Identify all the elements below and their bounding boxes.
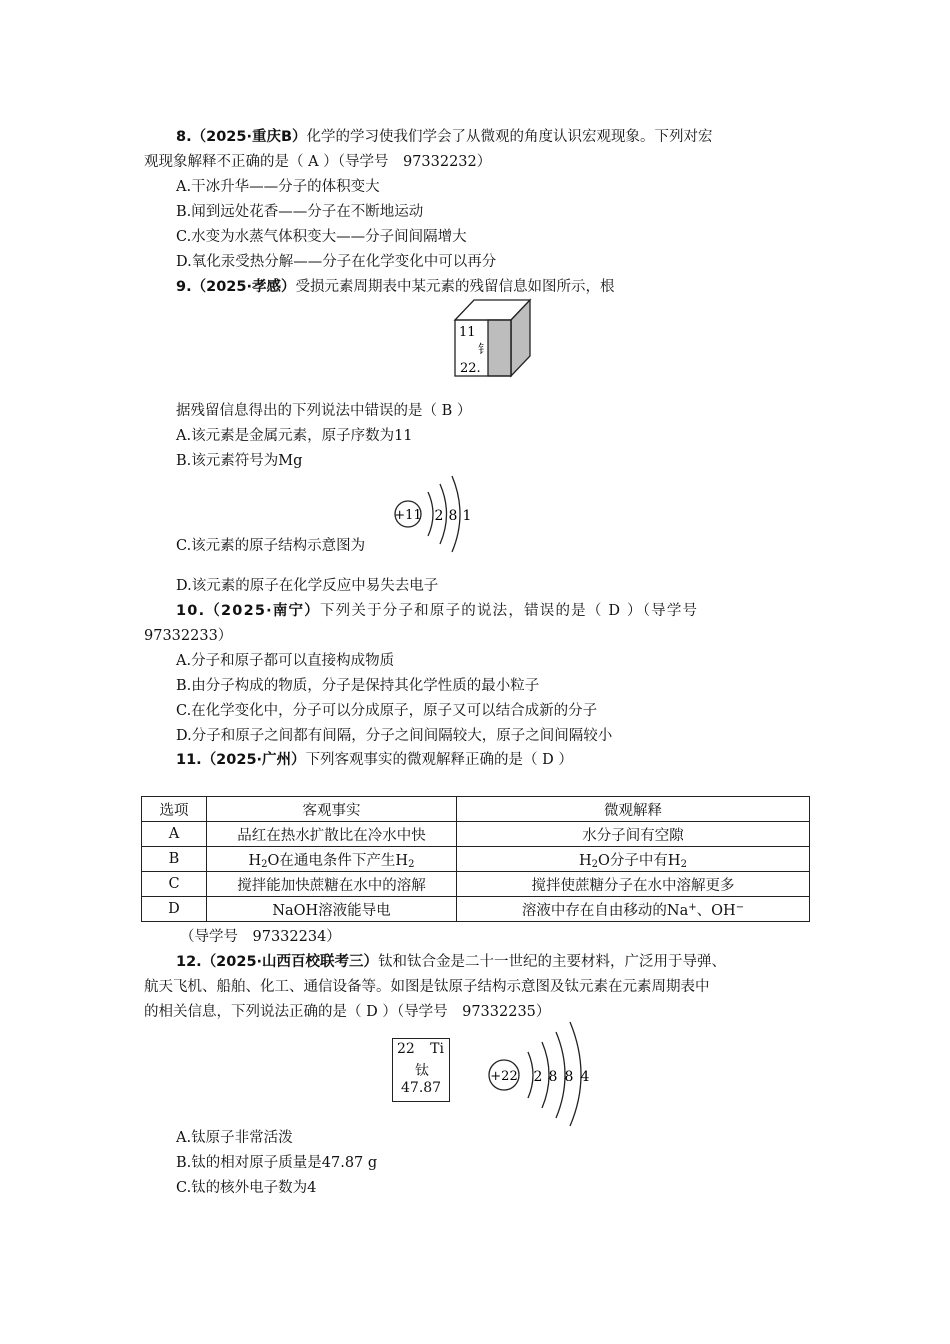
q12-stem-text: 钛和钛合金是二十一世纪的主要材料，广泛用于导弹、 [378,954,727,970]
q8-stem-text: 化学的学习使我们学会了从微观的角度认识宏观现象。下列对宏 [306,129,713,145]
q10-stem-text: 下列关于分子和原子的说法，错误的是（ D ）（导学号 [319,603,699,619]
row-b-explanation: $H_2O$分子中有$H_2$ [457,847,810,872]
sodium-shell-3: 1 [462,508,472,524]
row-a-option: A [142,822,207,847]
row-d-option: D [142,897,207,922]
damaged-element-cube [452,298,532,380]
q9-number: 9. [176,279,192,295]
q12-stem-line2: 航天飞机、船舶、化工、通信设备等。如图是钛原子结构示意图及钛元素在元素周期表中 [144,979,710,995]
q12-option-c: C.钛的核外电子数为4 [176,1180,317,1196]
row-d-explanation: 溶液中存在自由移动的Na+、OH− [457,897,810,922]
titanium-atom-diagram [484,1020,604,1126]
q10-stem-line1 [176,601,698,621]
q9-option-b: B.该元素符号为Mg [176,453,303,469]
q10-option-c: C.在化学变化中，分子可以分成原子，原子又可以结合成新的分子 [176,703,598,719]
q10-stem-line2: 97332233） [144,628,233,644]
q11-source: （2025·广州） [201,752,306,768]
cube-atomic-mass: 22. [460,361,481,376]
q8-option-c: C.水变为水蒸气体积变大——分子间间隔增大 [176,229,467,245]
header-explanation: 微观解释 [457,797,810,822]
titanium-shell-2: 8 [548,1069,558,1085]
q12-stem-line3: 的相关信息，下列说法正确的是（ D ）（导学号 97332235） [144,1004,551,1020]
row-c-option: C [142,872,207,897]
q11-stem-line1 [176,750,573,770]
q10-option-d: D.分子和原子之间都有间隔，分子之间间隔较大，原子之间间隔较小 [176,728,613,744]
titanium-shell-1: 2 [533,1069,543,1085]
q8-option-a: A.干冰升华——分子的体积变大 [176,179,380,195]
q9-source: （2025·孝感） [191,279,296,295]
titanium-nucleus-charge: +22 [490,1069,518,1084]
cube-atomic-number: 11 [459,325,476,340]
table-row [142,872,810,897]
q8-source: （2025·重庆B） [191,129,307,145]
table-row [142,897,810,922]
q8-option-b: B.闻到远处花香——分子在不断地运动 [176,204,424,220]
sodium-shell-1: 2 [434,508,444,524]
q12-source: （2025·山西百校联考三） [201,954,379,970]
table-header-row [142,797,810,822]
q9-stem-line2: 据残留信息得出的下列说法中错误的是（ B ） [176,403,472,419]
row-a-fact: 品红在热水扩散比在冷水中快 [207,822,457,847]
sodium-atom-diagram [392,470,482,554]
titanium-shell-3: 8 [564,1069,574,1085]
titanium-element-cell [392,1038,450,1102]
q8-number: 8. [176,129,192,145]
row-b-fact: $H_2O$在通电条件下产生$H_2$ [207,847,457,872]
sodium-shell-2: 8 [448,508,458,524]
table-row [142,847,810,872]
titanium-atomic-mass: 47.87 [401,1080,442,1096]
q8-stem-line1 [176,127,713,147]
q9-option-c: C.该元素的原子结构示意图为 [176,538,366,554]
row-c-fact: 搅拌能加快蔗糖在水中的溶解 [207,872,457,897]
q11-guide-number: （导学号 97332234） [180,929,341,945]
row-c-explanation: 搅拌使蔗糖分子在水中溶解更多 [457,872,810,897]
q8-option-d: D.氧化汞受热分解——分子在化学变化中可以再分 [176,254,497,270]
q10-number: 10. [176,603,206,619]
header-fact: 客观事实 [207,797,457,822]
q9-option-a: A.该元素是金属元素，原子序数为11 [176,428,413,444]
q12-number: 12. [176,954,202,970]
row-a-explanation: 水分子间有空隙 [457,822,810,847]
row-b-option: B [142,847,207,872]
titanium-atomic-number: 22 [397,1041,415,1057]
titanium-name: 钛 [415,1063,429,1079]
titanium-shell-4: 4 [580,1069,590,1085]
q11-facts-table [141,796,810,922]
q12-option-a: A.钛原子非常活泼 [176,1130,293,1146]
q8-stem-line2: 观现象解释不正确的是（ A ）（导学号 97332232） [144,154,492,170]
q10-option-b: B.由分子构成的物质，分子是保持其化学性质的最小粒子 [176,678,540,694]
row-d-fact: NaOH溶液能导电 [207,897,457,922]
q9-stem-text: 受损元素周期表中某元素的残留信息如图所示，根 [295,279,615,295]
titanium-symbol: Ti [430,1041,444,1057]
sodium-nucleus-charge: +11 [394,508,422,523]
q9-option-d: D.该元素的原子在化学反应中易失去电子 [176,578,439,594]
q9-stem-line1 [176,277,614,297]
table-row [142,822,810,847]
q11-stem-text: 下列客观事实的微观解释正确的是（ D ） [305,752,573,768]
q11-number: 11. [176,752,202,768]
cube-element-char: 钅 [478,342,491,356]
q12-stem-line1 [176,952,726,972]
q10-source: （2025·南宁） [205,603,320,619]
q12-option-b: B.钛的相对原子质量是47.87 g [176,1155,378,1171]
q10-option-a: A.分子和原子都可以直接构成物质 [176,653,395,669]
header-option: 选项 [142,797,207,822]
